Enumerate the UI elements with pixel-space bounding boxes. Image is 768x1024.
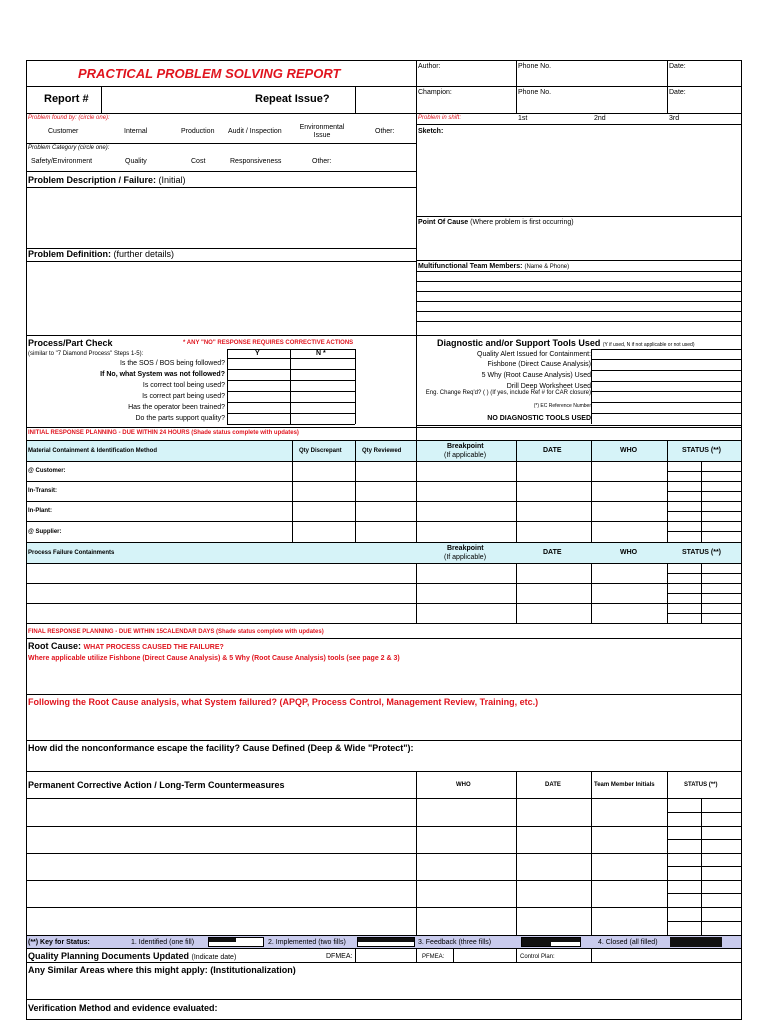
- shift-label: Problem in shift:: [418, 115, 462, 121]
- sketch-label: Sketch:: [418, 128, 444, 135]
- verification-label: Verification Method and evidence evaluated:: [28, 1003, 218, 1013]
- team-members-label: Multifunctional Team Members: (Name & Phone): [418, 263, 570, 270]
- found-by-option[interactable]: Environmental Issue: [299, 124, 345, 139]
- problem-description-label: Problem Description / Failure: (Initial): [28, 175, 186, 185]
- col-method: Material Containment & Identification Method: [28, 448, 158, 454]
- col-date: DATE: [543, 447, 562, 454]
- found-by-option[interactable]: Customer: [48, 128, 79, 135]
- status-key-2: 2. Implemented (two fills): [268, 939, 346, 946]
- root-cause-field[interactable]: [28, 665, 740, 693]
- diagnostic-item: (*) EC Reference Number: [533, 403, 591, 409]
- check-question: Is the SOS / BOS being followed?: [119, 360, 225, 367]
- category-option[interactable]: Cost: [191, 158, 206, 165]
- col-who: WHO: [456, 782, 471, 788]
- found-by-option[interactable]: Production: [181, 128, 215, 135]
- found-by-option[interactable]: Audit / Inspection: [228, 128, 282, 135]
- root-cause-label: Root Cause: WHAT PROCESS CAUSED THE FAILURE?: [28, 641, 224, 651]
- col-who: WHO: [620, 447, 638, 454]
- col-date: DATE: [545, 782, 561, 788]
- quality-planning-label: Quality Planning Documents Updated (Indicate date): [28, 951, 237, 961]
- shift-first[interactable]: 1st: [518, 115, 528, 122]
- problem-definition-label: Problem Definition: (further details): [28, 249, 175, 259]
- diagnostic-item: 5 Why (Root Cause Analysis) Used: [481, 372, 591, 379]
- system-failed-label: Following the Root Cause analysis, what System failured? (APQP, Process Control, Management Review, Training, etc.): [28, 697, 539, 707]
- col-breakpoint: Breakpoint: [447, 443, 484, 450]
- col-breakpoint: Breakpoint: [447, 545, 484, 552]
- col-who: WHO: [620, 549, 638, 556]
- found-by-option[interactable]: Other:: [375, 128, 395, 135]
- status-key-3: 3. Feedback (three fills): [418, 939, 492, 946]
- category-option[interactable]: Responsiveness: [230, 158, 282, 165]
- containment-row: In-Plant:: [28, 508, 52, 514]
- permanent-action-label: Permanent Corrective Action / Long-Term Countermeasures: [28, 780, 285, 790]
- date-label: Date:: [669, 89, 686, 96]
- date-label: Date:: [669, 63, 686, 70]
- process-check-title: Process/Part Check: [28, 338, 113, 348]
- final-response-banner: FINAL RESPONSE PLANNING - DUE WITHIN 15CALENDAR DAYS (Shade status complete with updates): [28, 629, 324, 635]
- containment-row: In-Transit:: [28, 488, 58, 494]
- process-check-similar: (similar to "7 Diamond Process" Steps 1-5):: [28, 351, 144, 357]
- found-by-label: Problem found by: (circle one):: [28, 115, 110, 121]
- diagnostic-item: Drill Deep Worksheet Used: [506, 383, 591, 390]
- col-initials: Team Member Initials: [594, 782, 655, 788]
- initial-response-banner: INITIAL RESPONSE PLANNING - DUE WITHIN 24 HOURS (Shade status complete with updates): [28, 430, 299, 436]
- control-plan-label: Control Plan:: [520, 954, 555, 960]
- center-divider: [416, 60, 417, 441]
- check-question: Is correct part being used?: [142, 393, 225, 400]
- diagnostic-title: Diagnostic and/or Support Tools Used (Y if used, N if not applicable or not used): [437, 338, 695, 348]
- form-title: PRACTICAL PROBLEM SOLVING REPORT: [78, 66, 341, 81]
- category-option[interactable]: Other:: [312, 158, 332, 165]
- status-key-label: (**) Key for Status:: [28, 939, 90, 946]
- point-of-cause-label: Point Of Cause (Where problem is first occurring): [418, 219, 574, 226]
- containment-row: @ Supplier:: [28, 529, 62, 535]
- status-swatch-4: [670, 937, 722, 947]
- category-option[interactable]: Quality: [125, 158, 147, 165]
- escape-field[interactable]: [28, 756, 740, 770]
- pfmea-label: PFMEA:: [422, 954, 445, 960]
- category-label: Problem Category (circle one):: [28, 145, 110, 151]
- similar-areas-field[interactable]: [28, 978, 740, 998]
- champion-label: Champion:: [418, 89, 452, 96]
- containment-row: @ Customer:: [28, 468, 66, 474]
- status-swatch-3: [521, 937, 581, 947]
- status-swatch-1: [208, 937, 264, 947]
- col-if-applicable: (If applicable): [444, 452, 487, 459]
- col-date: DATE: [543, 549, 562, 556]
- check-question: Do the parts support quality?: [135, 415, 225, 422]
- repeat-issue-label: Repeat Issue?: [255, 93, 330, 105]
- status-key-1: 1. Identified (one fill): [131, 939, 195, 946]
- diagnostic-item: Quality Alert Issued for Containment:: [477, 351, 591, 358]
- point-of-cause-field[interactable]: [418, 229, 740, 257]
- phone-label: Phone No.: [518, 63, 552, 70]
- col-qty-reviewed: Qty Reviewed: [362, 448, 402, 454]
- col-status: STATUS (**): [682, 447, 722, 454]
- category-option[interactable]: Safety/Environment: [31, 158, 93, 165]
- similar-areas-label: Any Similar Areas where this might apply: (Institutionalization): [28, 965, 296, 975]
- escape-label: How did the nonconformance escape the facility? Cause Defined (Deep & Wide "Protect"):: [28, 743, 414, 753]
- shift-third[interactable]: 3rd: [669, 115, 680, 122]
- root-cause-note: Where applicable utilize Fishbone (Direct Cause Analysis) & 5 Why (Root Cause Analysis) tools (see page 2 & 3): [28, 655, 400, 662]
- check-question: If No, what System was not followed?: [100, 371, 225, 378]
- check-question: Has the operator been trained?: [128, 404, 225, 411]
- col-status: STATUS (**): [684, 782, 718, 788]
- shift-second[interactable]: 2nd: [594, 115, 606, 122]
- repeat-issue-field[interactable]: [357, 88, 414, 111]
- no-tools-label: NO DIAGNOSTIC TOOLS USED: [487, 415, 591, 422]
- system-failed-field[interactable]: [28, 710, 740, 738]
- sketch-area[interactable]: [418, 138, 740, 214]
- process-check-note: * ANY "NO" RESPONSE REQUIRES CORRECTIVE ACTIONS: [183, 340, 354, 346]
- process-failure-label: Process Failure Containments: [28, 550, 115, 556]
- problem-description-field[interactable]: [28, 189, 414, 247]
- phone-label: Phone No.: [518, 89, 552, 96]
- yes-header: Y: [255, 350, 260, 357]
- diagnostic-item: Fishbone (Direct Cause Analysis): [487, 361, 591, 368]
- report-number-field[interactable]: [103, 88, 243, 111]
- col-status: STATUS (**): [682, 549, 722, 556]
- status-key-4: 4. Closed (all filled): [598, 939, 658, 946]
- report-number-label: Report #: [44, 93, 89, 105]
- col-if-applicable: (If applicable): [444, 554, 487, 561]
- col-qty-discrepant: Qty Discrepant: [299, 448, 342, 454]
- problem-definition-field[interactable]: [28, 263, 414, 333]
- found-by-option[interactable]: Internal: [124, 128, 148, 135]
- diagnostic-item: Eng. Change Req'd? ( ) (If yes, include Ref # for CAR closure): [425, 390, 591, 396]
- check-question: Is correct tool being used?: [142, 382, 225, 389]
- no-header: N *: [316, 350, 326, 357]
- author-label: Author:: [418, 63, 441, 70]
- status-swatch-2: [357, 937, 415, 947]
- dfmea-label: DFMEA:: [326, 953, 353, 960]
